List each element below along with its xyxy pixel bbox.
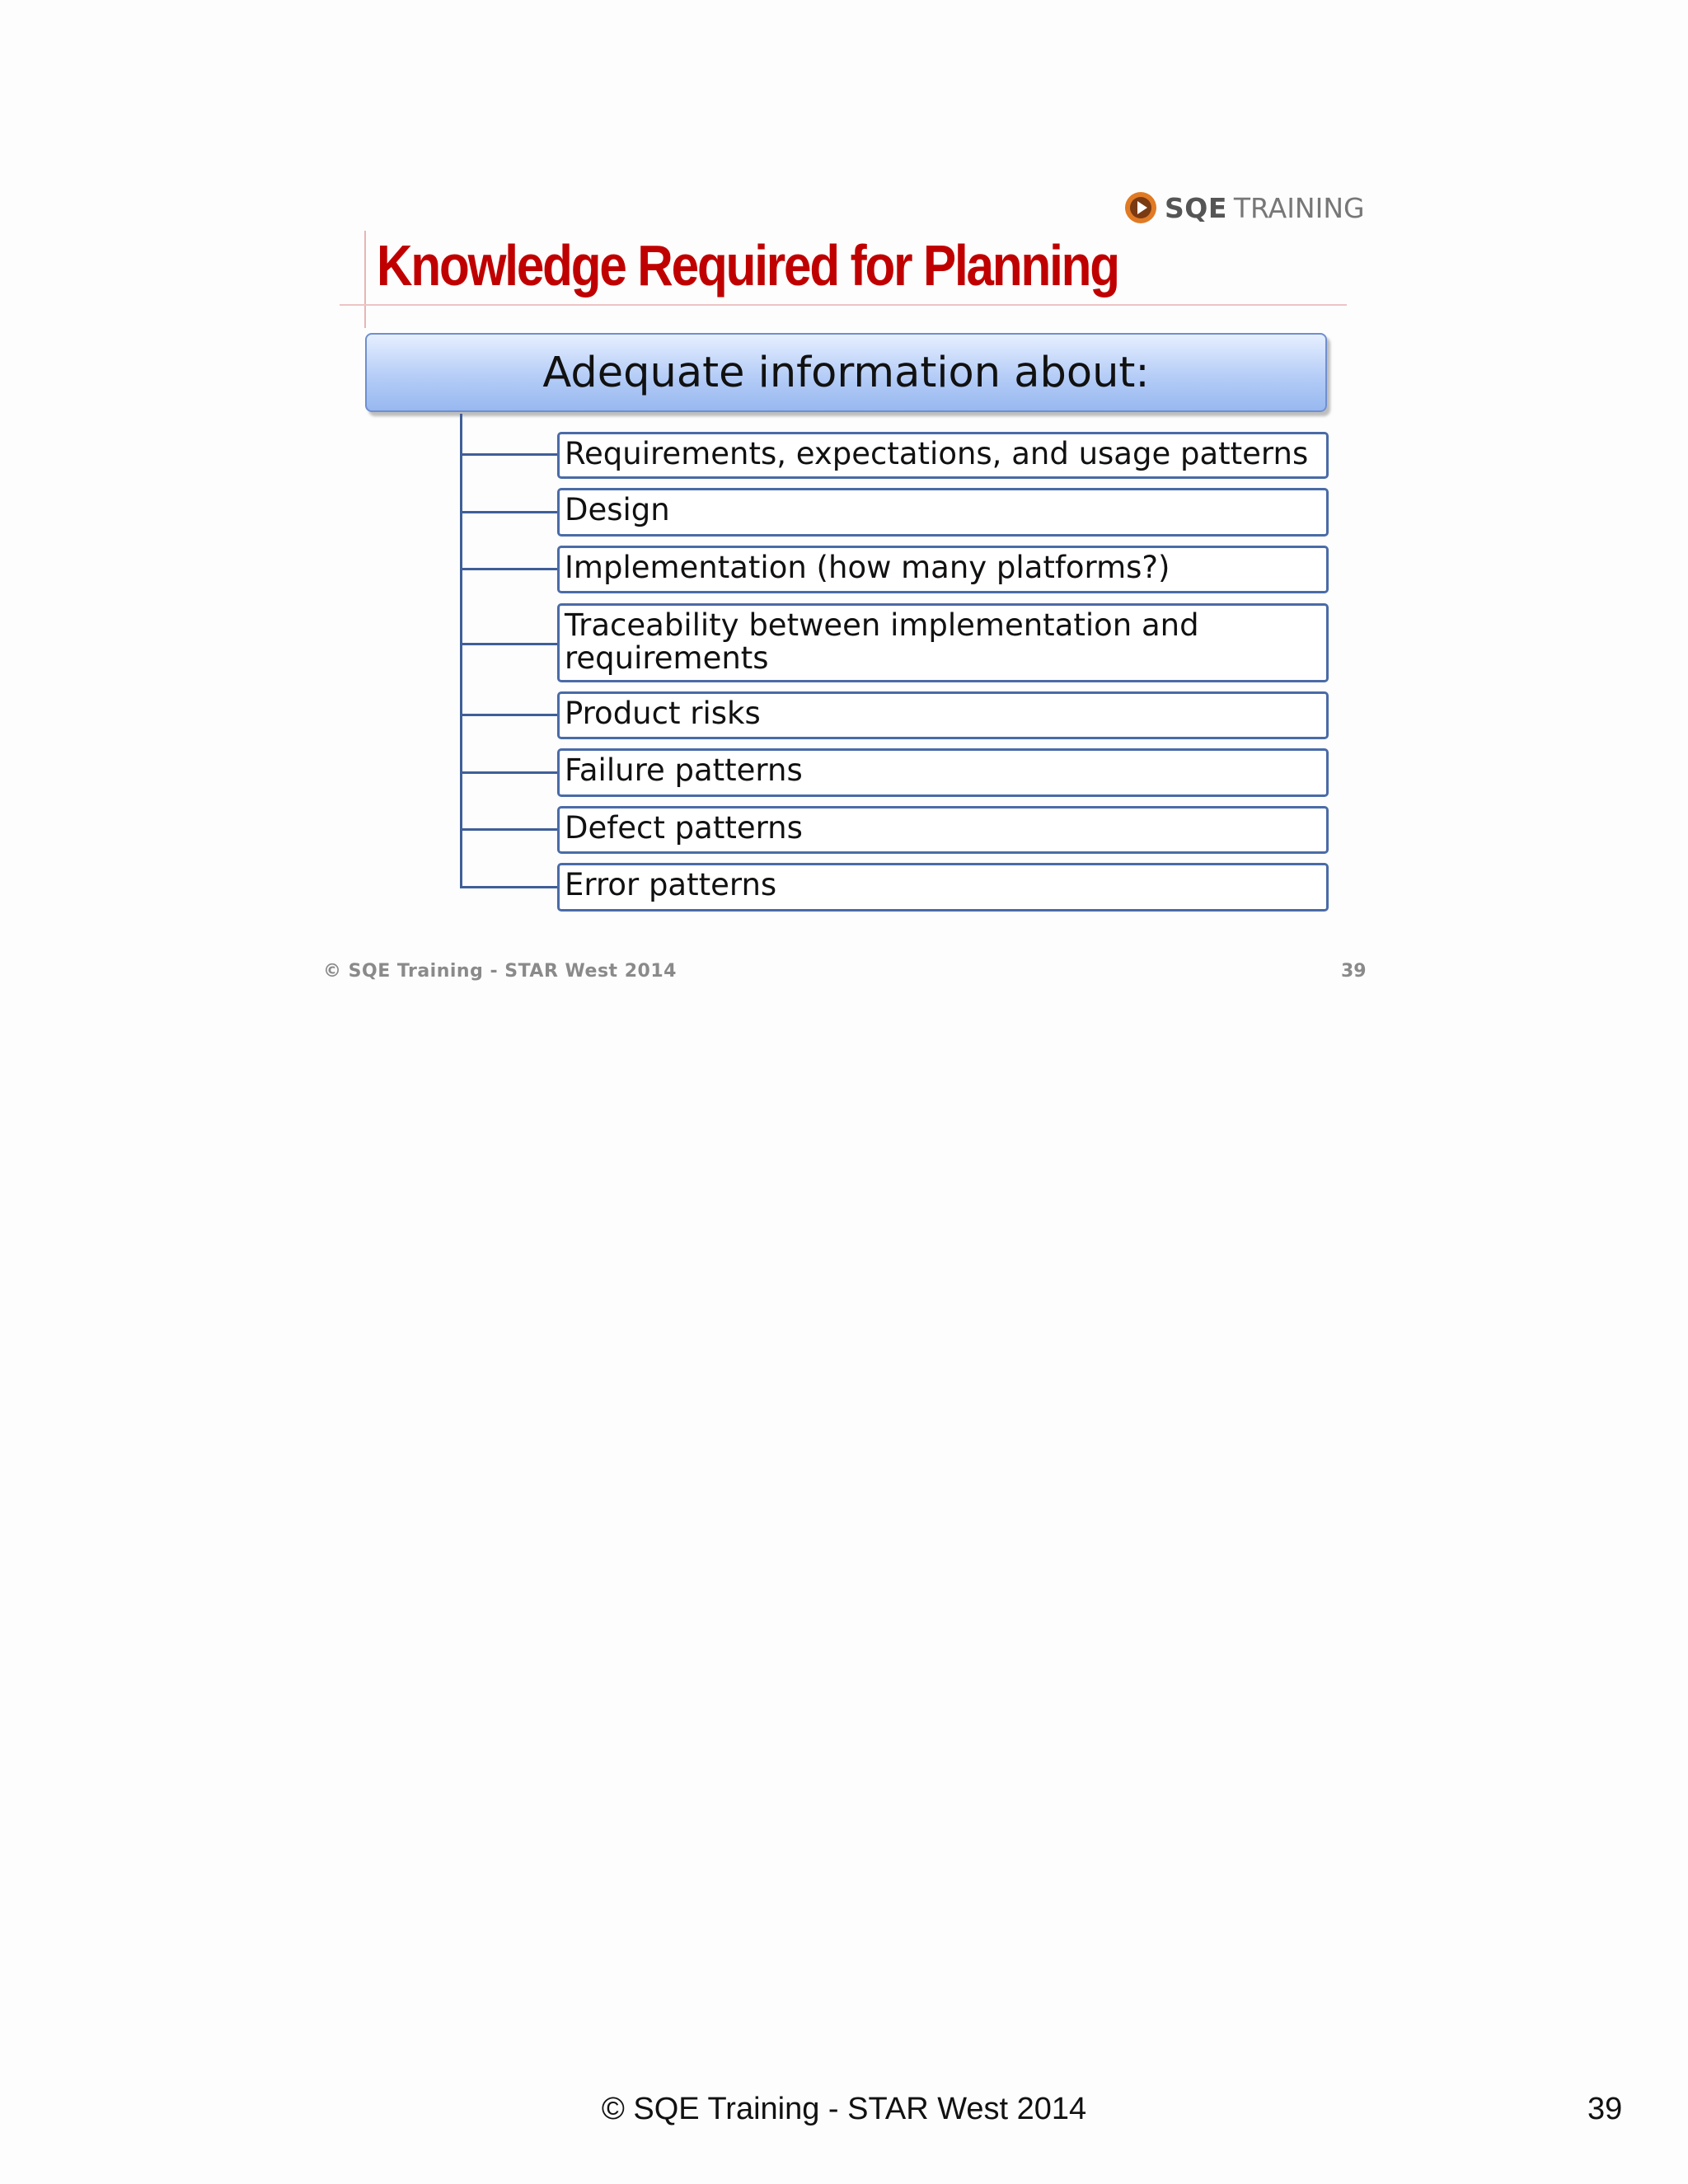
list-item: Implementation (how many platforms?) (557, 546, 1329, 593)
title-accent-bar (364, 231, 366, 328)
page-number: 39 (1587, 2092, 1623, 2126)
tree-branch (460, 771, 558, 774)
tree-branch (460, 511, 558, 513)
page-footer-copyright: © SQE Training - STAR West 2014 (601, 2092, 1087, 2126)
tree-branch (460, 714, 558, 716)
slide-page-number: 39 (1341, 961, 1367, 982)
list-item: Design (557, 488, 1329, 537)
header-box: Adequate information about: (365, 333, 1327, 412)
tree-branch (460, 886, 558, 888)
list-item: Error patterns (557, 863, 1329, 912)
tree-branch (460, 643, 558, 645)
tree-branch (460, 568, 558, 570)
tree-branch (460, 453, 558, 456)
logo-brand-bold: SQE (1165, 191, 1227, 224)
logo-brand-light: TRAINING (1233, 191, 1365, 224)
tree-connector-line (460, 414, 462, 888)
slide (0, 0, 1688, 1071)
play-circle-icon (1123, 190, 1158, 225)
tree-branch (460, 828, 558, 831)
logo (1123, 188, 1365, 227)
list-item: Failure patterns (557, 748, 1329, 797)
list-item: Traceability between implementation and requirements (557, 603, 1329, 682)
slide-footer-copyright: © SQE Training - STAR West 2014 (323, 961, 677, 982)
list-item: Product risks (557, 691, 1329, 739)
list-item: Requirements, expectations, and usage patterns (557, 432, 1329, 479)
list-item: Defect patterns (557, 806, 1329, 854)
slide-title: Knowledge Required for Planning (377, 233, 1118, 298)
title-divider (340, 304, 1347, 306)
